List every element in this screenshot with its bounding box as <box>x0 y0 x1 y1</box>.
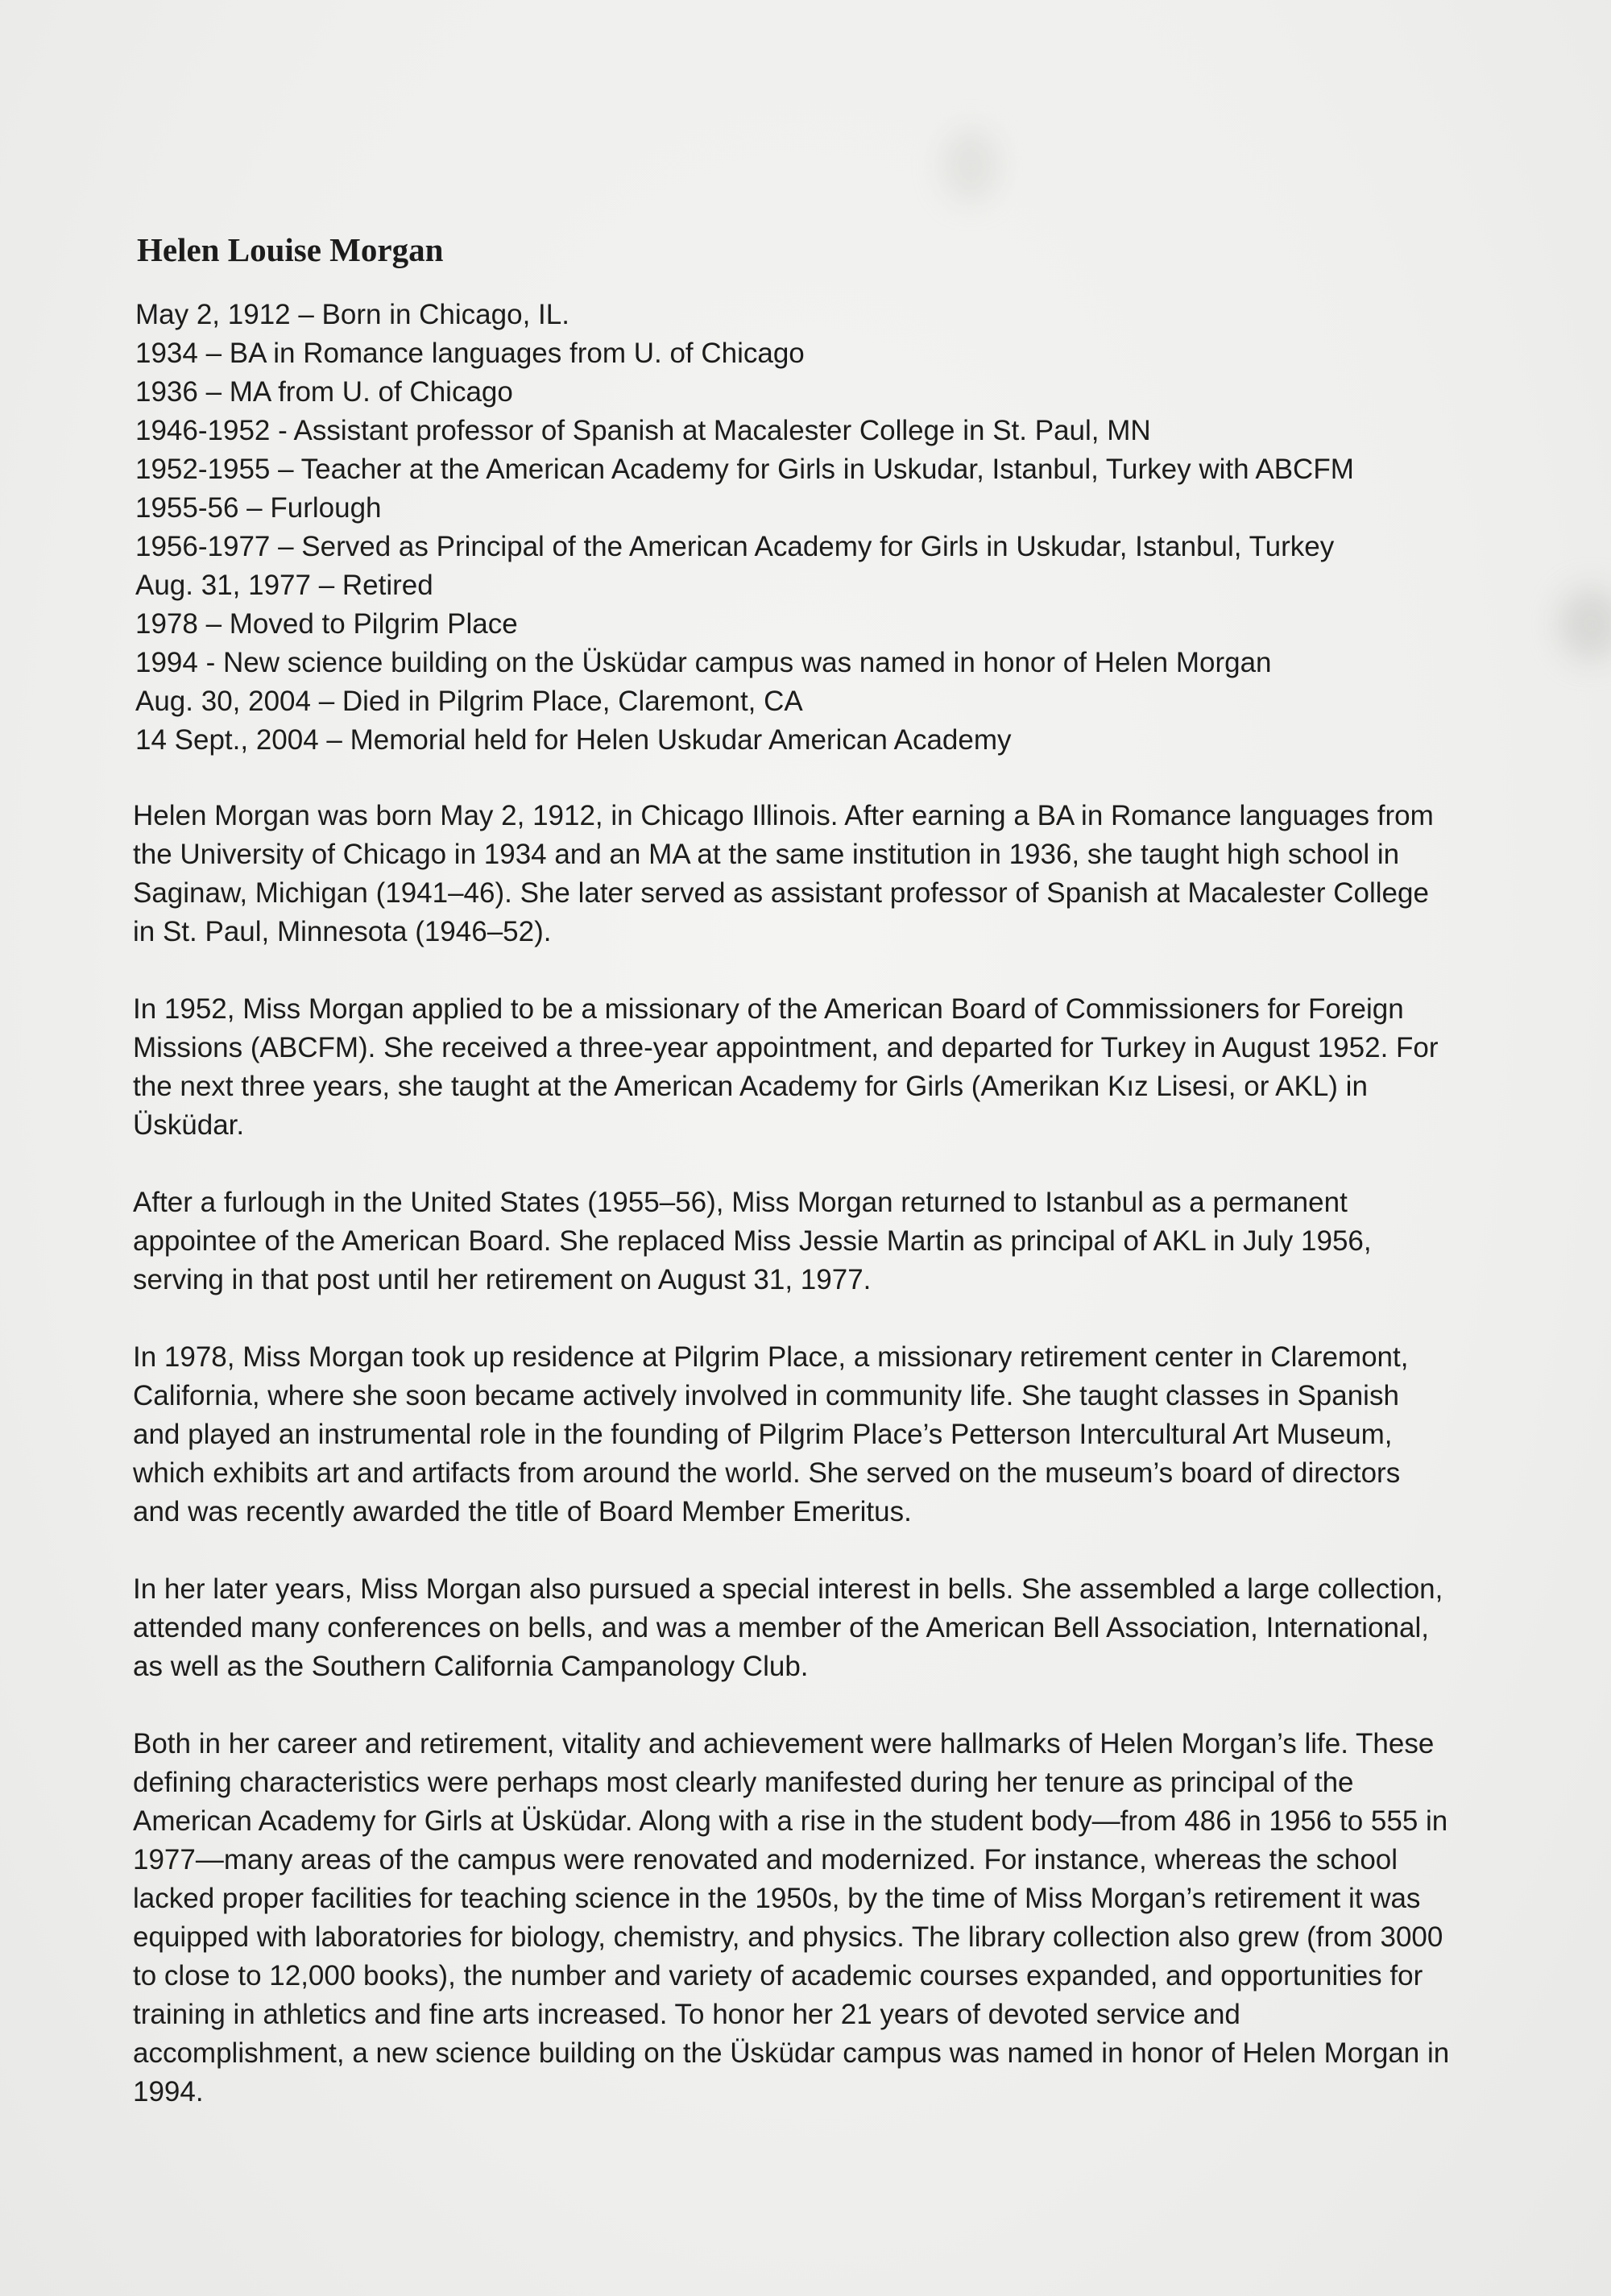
biography-paragraph: Helen Morgan was born May 2, 1912, in Chicago Illinois. After earning a BA in Romance languages from the University of Chicago in 1934 and an MA at the same institution in 1936, she taught high school in Saginaw, Michigan (1941–46). She later served as assistant professor of Spanish at Macalester College in St. Paul, Minnesota (1946–52). <box>133 800 1434 947</box>
biography-paragraph: In her later years, Miss Morgan also pursued a special interest in bells. She assembled a large collection, attended many conferences on bells, and was a member of the American Bell Association, International, as well as the Southern California Campanology Club. <box>133 1573 1443 1682</box>
biography-paragraph: Both in her career and retirement, vitality and achievement were hallmarks of Helen Morgan’s life. These defining characteristics were perhaps most clearly manifested during her tenure as principal of the American Academy for Girls at Üsküdar. Along with a rise in the student body—from 486 in 1956 to 555 in 1977—many areas of the campus were renovated and modernized. For instance, whereas the school lacked proper facilities for teaching science in the 1950s, by the time of Miss Morgan’s retirement it was equipped with laboratories for biology, chemistry, and physics. The library collection also grew (from 3000 to close to 12,000 books), the number and variety of academic courses expanded, and opportunities for training in athletics and fine arts increased. To honor her 21 years of devoted service and accomplishment, a new science building on the Üsküdar campus was named in honor of Helen Morgan in 1994. <box>133 1728 1450 2107</box>
timeline-list <box>135 296 1452 760</box>
biography-paragraph: In 1978, Miss Morgan took up residence at Pilgrim Place, a missionary retirement center in Claremont, California, where she soon became actively involved in community life. She taught classes in Spanish and played an instrumental role in the founding of Pilgrim Place’s Petterson Intercultural Art Museum, which exhibits art and artifacts from around the world. She served on the museum’s board of directors and was recently awarded the title of Board Member Emeritus. <box>133 1341 1409 1527</box>
timeline-item: 1978 – Moved to Pilgrim Place <box>135 608 518 640</box>
timeline-item: 1956-1977 – Served as Principal of the American Academy for Girls in Uskudar, Istanbul, Turkey <box>135 531 1335 562</box>
timeline-item: 1936 – MA from U. of Chicago <box>135 376 513 408</box>
paper-smudge <box>942 129 999 201</box>
paper-smudge <box>1559 588 1611 661</box>
document-body <box>131 230 1452 2112</box>
timeline-item: 1946-1952 - Assistant professor of Spanish at Macalester College in St. Paul, MN <box>135 415 1151 446</box>
timeline-item: 1934 – BA in Romance languages from U. of Chicago <box>135 338 805 369</box>
timeline-item: Aug. 30, 2004 – Died in Pilgrim Place, Claremont, CA <box>135 686 803 717</box>
timeline-item: 1952-1955 – Teacher at the American Academy for Girls in Uskudar, Istanbul, Turkey with ABCFM <box>135 454 1354 485</box>
biography-paragraph: After a furlough in the United States (1955–56), Miss Morgan returned to Istanbul as a permanent appointee of the American Board. She replaced Miss Jessie Martin as principal of AKL in July 1956, serving in that post until her retirement on August 31, 1977. <box>133 1187 1372 1295</box>
timeline-item: 1955-56 – Furlough <box>135 492 382 524</box>
timeline-item: May 2, 1912 – Born in Chicago, IL. <box>135 299 569 330</box>
document-title: Helen Louise Morgan <box>137 231 444 268</box>
timeline-item: Aug. 31, 1977 – Retired <box>135 570 433 601</box>
biography-paragraph: In 1952, Miss Morgan applied to be a missionary of the American Board of Commissioners for Foreign Missions (ABCFM). She received a three-year appointment, and departed for Turkey in August 1952. For the next three years, she taught at the American Academy for Girls (Amerikan Kız Lisesi, or AKL) in Üsküdar. <box>133 993 1439 1141</box>
timeline-item: 1994 - New science building on the Üsküdar campus was named in honor of Helen Morgan <box>135 647 1272 678</box>
timeline-item: 14 Sept., 2004 – Memorial held for Helen Uskudar American Academy <box>135 724 1012 756</box>
